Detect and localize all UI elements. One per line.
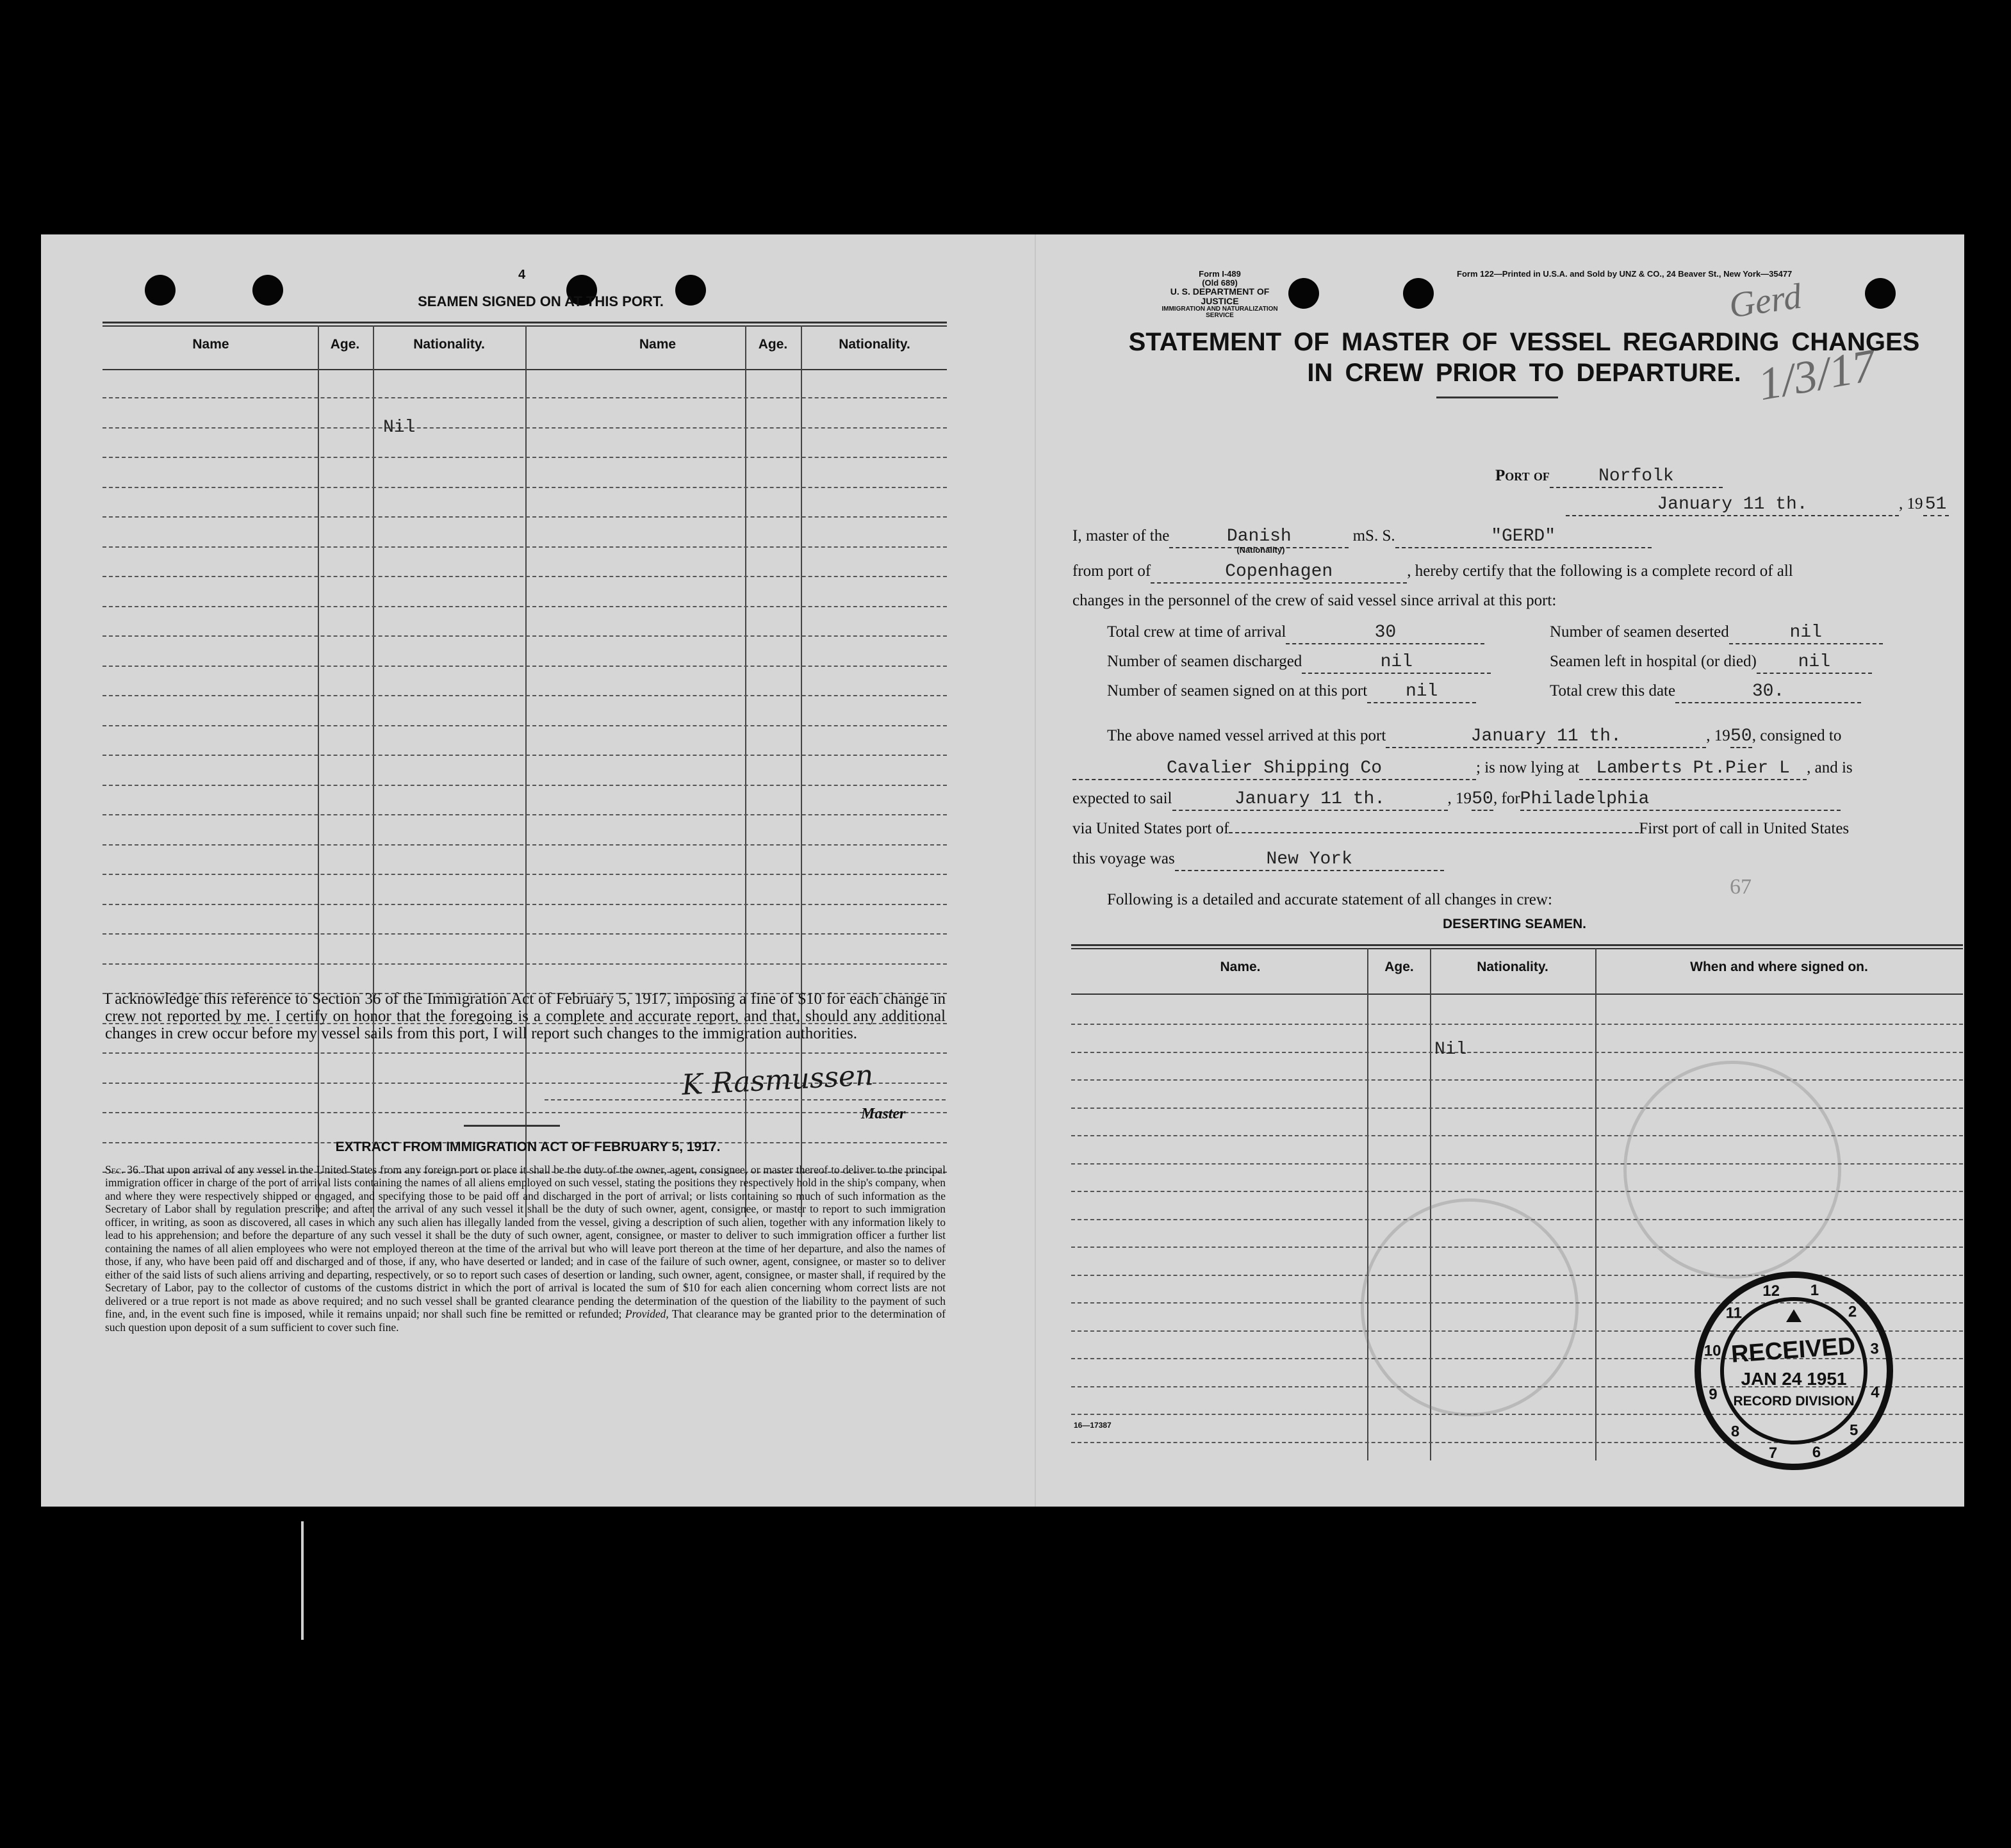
table-row bbox=[103, 785, 947, 786]
binder-hole bbox=[1288, 278, 1319, 309]
arrived-year-value: 50 bbox=[1730, 726, 1752, 746]
handwritten-vessel-name: Gerd bbox=[1727, 276, 1804, 326]
lying-label: ; is now lying at bbox=[1476, 759, 1580, 776]
table-row bbox=[103, 874, 947, 875]
table-row bbox=[103, 844, 947, 846]
binder-hole bbox=[252, 275, 283, 306]
from-port-label: from port of bbox=[1072, 562, 1151, 580]
column-header-nationality: Nationality. bbox=[839, 337, 910, 352]
table-row bbox=[103, 606, 947, 607]
table-row bbox=[103, 666, 947, 667]
binder-hole bbox=[1865, 278, 1896, 309]
lying-value: Lamberts Pt.Pier L bbox=[1596, 758, 1790, 778]
total-crew-date-line bbox=[1550, 682, 1861, 703]
stamp-ring-digit: 9 bbox=[1709, 1386, 1718, 1403]
faint-stamp bbox=[1361, 1198, 1579, 1416]
expected-year-value: 50 bbox=[1472, 789, 1493, 809]
via-line bbox=[1072, 820, 1849, 838]
page-number: 4 bbox=[518, 268, 526, 282]
vessel-label: S. S. bbox=[1365, 527, 1395, 544]
date-value: January 11 th. bbox=[1657, 495, 1808, 514]
nationality-entry: Nil bbox=[1434, 1040, 1467, 1059]
year-value: 51 bbox=[1925, 495, 1947, 514]
stamp-ring-digit: 10 bbox=[1703, 1342, 1721, 1360]
total-crew-arrival-line bbox=[1107, 623, 1484, 644]
hospital-value: nil bbox=[1798, 652, 1831, 672]
total-crew-arrival-value: 30 bbox=[1374, 623, 1397, 642]
table-row bbox=[103, 695, 947, 696]
column-header-nationality: Nationality. bbox=[413, 337, 485, 352]
certify-text: , hereby certify that the following is a complete record of all bbox=[1407, 562, 1793, 580]
consignee-line: Cavalier Shipping Co ; is now lying at Lamberts Pt.Pier L , and is bbox=[1072, 758, 1853, 780]
received-date: JAN 24 1951 bbox=[1741, 1369, 1847, 1389]
deserted-line bbox=[1550, 623, 1883, 644]
for-value: Philadelphia bbox=[1520, 789, 1650, 809]
table-row bbox=[103, 725, 947, 726]
table-row bbox=[103, 1052, 947, 1054]
printer-note: Form 122—Printed in U.S.A. and Sold by UNZ & CO., 24 Beaver St., New York—35477 bbox=[1457, 269, 1793, 279]
table-row bbox=[103, 576, 947, 577]
consignee-value: Cavalier Shipping Co bbox=[1166, 758, 1383, 778]
table-row bbox=[103, 457, 947, 458]
extract-title: EXTRACT FROM IMMIGRATION ACT OF FEBRUARY 5, 1917. bbox=[335, 1140, 721, 1154]
left-page-title: SEAMEN SIGNED ON AT THIS PORT. bbox=[418, 293, 664, 309]
voyage-line bbox=[1072, 849, 1444, 871]
table-row bbox=[103, 487, 947, 488]
arrived-label: The above named vessel arrived at this port bbox=[1107, 727, 1386, 744]
arrived-value: January 11 th. bbox=[1470, 726, 1621, 746]
nationality-caption: (Nationality) bbox=[1236, 545, 1285, 555]
following-text: Following is a detailed and accurate statement of all changes in crew: bbox=[1107, 891, 1552, 908]
voyage-label: this voyage was bbox=[1072, 850, 1175, 867]
stamp-ring-digit: 5 bbox=[1850, 1421, 1859, 1439]
table-row bbox=[1071, 1079, 1963, 1081]
acknowledgment-text: I acknowledge this reference to Section 36 of the Immigration Act of February 5, 1917, imposing a fine of $10 for each change in crew not reported by me. I certify on honor that the foregoing is a complete and accurate report, and that, should any additional changes in crew occur before my vessel sails from this port, I will report such changes to the immigration authorities. bbox=[105, 990, 946, 1042]
department-name: U. S. DEPARTMENT OF JUSTICE bbox=[1170, 286, 1270, 306]
column-header-age: Age. bbox=[758, 337, 788, 352]
service-name: IMMIGRATION AND NATURALIZATION SERVICE bbox=[1161, 305, 1278, 320]
and-is-text: and is bbox=[1814, 759, 1853, 776]
signature-caption: Master bbox=[861, 1106, 906, 1122]
extract-body: That upon arrival of any vessel in the United States from any foreign port or place it shall be the duty of the owner, agent, consignee, or master thereof to deliver to the principal immigration officer in charge of the port of arrival lists containing the names of all aliens employed on such vessel, stating the positions they respectively hold in the ship's company, when and where they were respectively shipped or engaged, and specifying those to be paid off and discharged in the port of arrival; or lists containing so much of such information as the Secretary of Labor shall by regulation prescribe; and after the arrival of any such vessel it shall be the duty of such owner, agent, consignee, or master to report to such immigration officer, in writing, as soon as discovered, all cases in which any such alien has illegally landed from the vessel, giving a description of such alien, together with any information likely to lead to his apprehension; and before the departure of any such vessel it shall be the duty of such owner, agent, consignee, or master to deliver to such immigration officer a further list containing the names of all alien employees who were not employed thereon at the time of the arrival but who will leave port thereon at the time of her departure, and also the names of those, if any, who have been paid off and discharged and of those, if any, who have deserted or landed; and in case of the failure of such owner, agent, consignee, or master so to deliver either of the said lists of such aliens arriving and departing, respectively, or so to report such cases of desertion or landing, such owner, agent, consignee, or master shall, if required by the Secretary of Labor, pay to the collector of customs of the customs district in which the port of arrival is located the sum of $10 for each alien concerning whom correct lists are not delivered or a true report is not made as above required; and no such vessel shall be granted clearance pending the determination of the question of the liability to the payment of such fine, and, in the event such fine is imposed, while it remains unpaid; nor shall such fine be remitted or refunded; bbox=[105, 1163, 946, 1321]
table-row bbox=[103, 397, 947, 398]
form-header bbox=[1159, 270, 1281, 320]
binder-hole bbox=[1403, 278, 1434, 309]
arrow-icon bbox=[1786, 1309, 1802, 1322]
deserted-label: Number of seamen deserted bbox=[1550, 623, 1729, 641]
master-signature: K Rasmussen bbox=[680, 1059, 874, 1102]
stamp-ring-digit: 8 bbox=[1730, 1423, 1740, 1441]
title-line-1: STATEMENT OF MASTER OF VESSEL REGARDING CHANGES bbox=[1128, 328, 1920, 356]
extract-text bbox=[105, 1163, 946, 1334]
arrived-line: The above named vessel arrived at this port January 11 th. , 1950, consigned to bbox=[1107, 726, 1841, 748]
first-call-label: First port of call in United States bbox=[1639, 820, 1850, 837]
handwritten-date: 1/3/17 bbox=[1754, 339, 1880, 411]
column-header-age: Age. bbox=[1384, 960, 1414, 974]
vessel-prefix: m bbox=[1352, 527, 1366, 544]
expected-year-prefix: 19 bbox=[1456, 790, 1472, 807]
stamp-ring-digit: 12 bbox=[1762, 1282, 1780, 1300]
stamp-ring-digit: 1 bbox=[1810, 1282, 1819, 1300]
stamp-ring-digit: 6 bbox=[1812, 1444, 1821, 1462]
signed-on-label: Number of seamen signed on at this port bbox=[1107, 682, 1368, 699]
table-row bbox=[1071, 1024, 1963, 1025]
table-row bbox=[103, 1112, 947, 1113]
year-prefix: 19 bbox=[1907, 495, 1923, 512]
signed-on-value: nil bbox=[1405, 682, 1438, 701]
stamp-number: 67 bbox=[1730, 875, 1752, 899]
nationality-value: Danish bbox=[1226, 527, 1292, 546]
table-row bbox=[1071, 1108, 1963, 1109]
column-header-nationality: Nationality. bbox=[1477, 960, 1548, 974]
total-crew-arrival-label: Total crew at time of arrival bbox=[1107, 623, 1286, 641]
deserting-title: DESERTING SEAMEN. bbox=[1442, 917, 1587, 931]
stamp-ring-digit: 7 bbox=[1768, 1444, 1778, 1462]
discharged-line bbox=[1107, 652, 1491, 674]
total-crew-date-value: 30. bbox=[1752, 682, 1785, 701]
received-label: RECEIVED bbox=[1730, 1332, 1857, 1368]
form-old-number: (Old 689) bbox=[1202, 277, 1238, 288]
table-row bbox=[103, 904, 947, 905]
changes-text: changes in the personnel of the crew of said vessel since arrival at this port: bbox=[1072, 592, 1557, 609]
received-division: RECORD DIVISION bbox=[1733, 1394, 1855, 1409]
binder-hole bbox=[145, 275, 176, 306]
column-header-age: Age. bbox=[330, 337, 360, 352]
title-line-2: IN CREW PRIOR TO DEPARTURE. bbox=[1307, 359, 1741, 387]
scan-mark bbox=[301, 1521, 304, 1640]
table-row bbox=[103, 546, 947, 548]
expected-label: expected to sail bbox=[1072, 790, 1172, 807]
via-label: via United States port of bbox=[1072, 820, 1229, 837]
table-row bbox=[103, 814, 947, 815]
nationality-entry: Nil bbox=[383, 418, 416, 437]
footer-code: 16—17387 bbox=[1074, 1421, 1112, 1430]
table-row bbox=[103, 635, 947, 637]
discharged-label: Number of seamen discharged bbox=[1107, 653, 1302, 670]
column-header-name: Name bbox=[639, 337, 677, 352]
table-row bbox=[103, 755, 947, 756]
stamp-ring-digit: 11 bbox=[1725, 1304, 1742, 1322]
master-line bbox=[1072, 527, 1652, 555]
received-stamp bbox=[1691, 1268, 1896, 1473]
column-header-name: Name bbox=[192, 337, 229, 352]
date-line: January 11 th. , 19 51 bbox=[1566, 495, 1949, 516]
port-label: Port of bbox=[1495, 467, 1550, 484]
right-page-title bbox=[1069, 327, 1979, 388]
from-port-line bbox=[1072, 562, 1793, 584]
table-row bbox=[103, 963, 947, 965]
table-row bbox=[1071, 1052, 1963, 1053]
faint-stamp bbox=[1623, 1061, 1841, 1279]
table-row bbox=[103, 427, 947, 429]
expected-value: January 11 th. bbox=[1234, 789, 1386, 809]
from-port-value: Copenhagen bbox=[1225, 562, 1333, 582]
consigned-label: consigned to bbox=[1760, 727, 1842, 744]
expected-line: expected to sail January 11 th. , 1950, forPhiladelphia bbox=[1072, 789, 1841, 811]
column-header-signed-on: When and where signed on. bbox=[1690, 960, 1868, 974]
stamp-ring-digit: 3 bbox=[1870, 1340, 1879, 1358]
deserted-value: nil bbox=[1789, 623, 1822, 642]
voyage-value: New York bbox=[1266, 849, 1352, 869]
table-row bbox=[103, 516, 947, 518]
vessel-value: "GERD" bbox=[1491, 527, 1556, 546]
extract-end: That clearance may be granted prior to the determination of such question upon deposit of a sum sufficient to cover such fine. bbox=[105, 1307, 946, 1334]
extract-section: Sec. 36. bbox=[105, 1163, 142, 1176]
port-line bbox=[1495, 466, 1723, 488]
form-number: Form I-489 bbox=[1199, 269, 1241, 279]
master-label: I, master of the bbox=[1072, 527, 1170, 544]
arrived-year-prefix: 19 bbox=[1714, 727, 1730, 744]
port-value: Norfolk bbox=[1598, 466, 1674, 486]
hospital-line bbox=[1550, 652, 1872, 674]
hospital-label: Seamen left in hospital (or died) bbox=[1550, 653, 1757, 670]
column-header-name: Name. bbox=[1220, 960, 1261, 974]
stamp-ring-digit: 2 bbox=[1848, 1303, 1857, 1321]
stamp-ring-digit: 4 bbox=[1871, 1384, 1880, 1402]
for-label: , for bbox=[1493, 790, 1520, 807]
discharged-value: nil bbox=[1380, 652, 1413, 672]
table-row bbox=[103, 933, 947, 935]
page-fold bbox=[1035, 234, 1036, 1507]
extract-provided: Provided, bbox=[625, 1307, 669, 1321]
document-sheet bbox=[41, 234, 1964, 1507]
total-crew-date-label: Total crew this date bbox=[1550, 682, 1676, 699]
signed-on-line bbox=[1107, 682, 1476, 703]
